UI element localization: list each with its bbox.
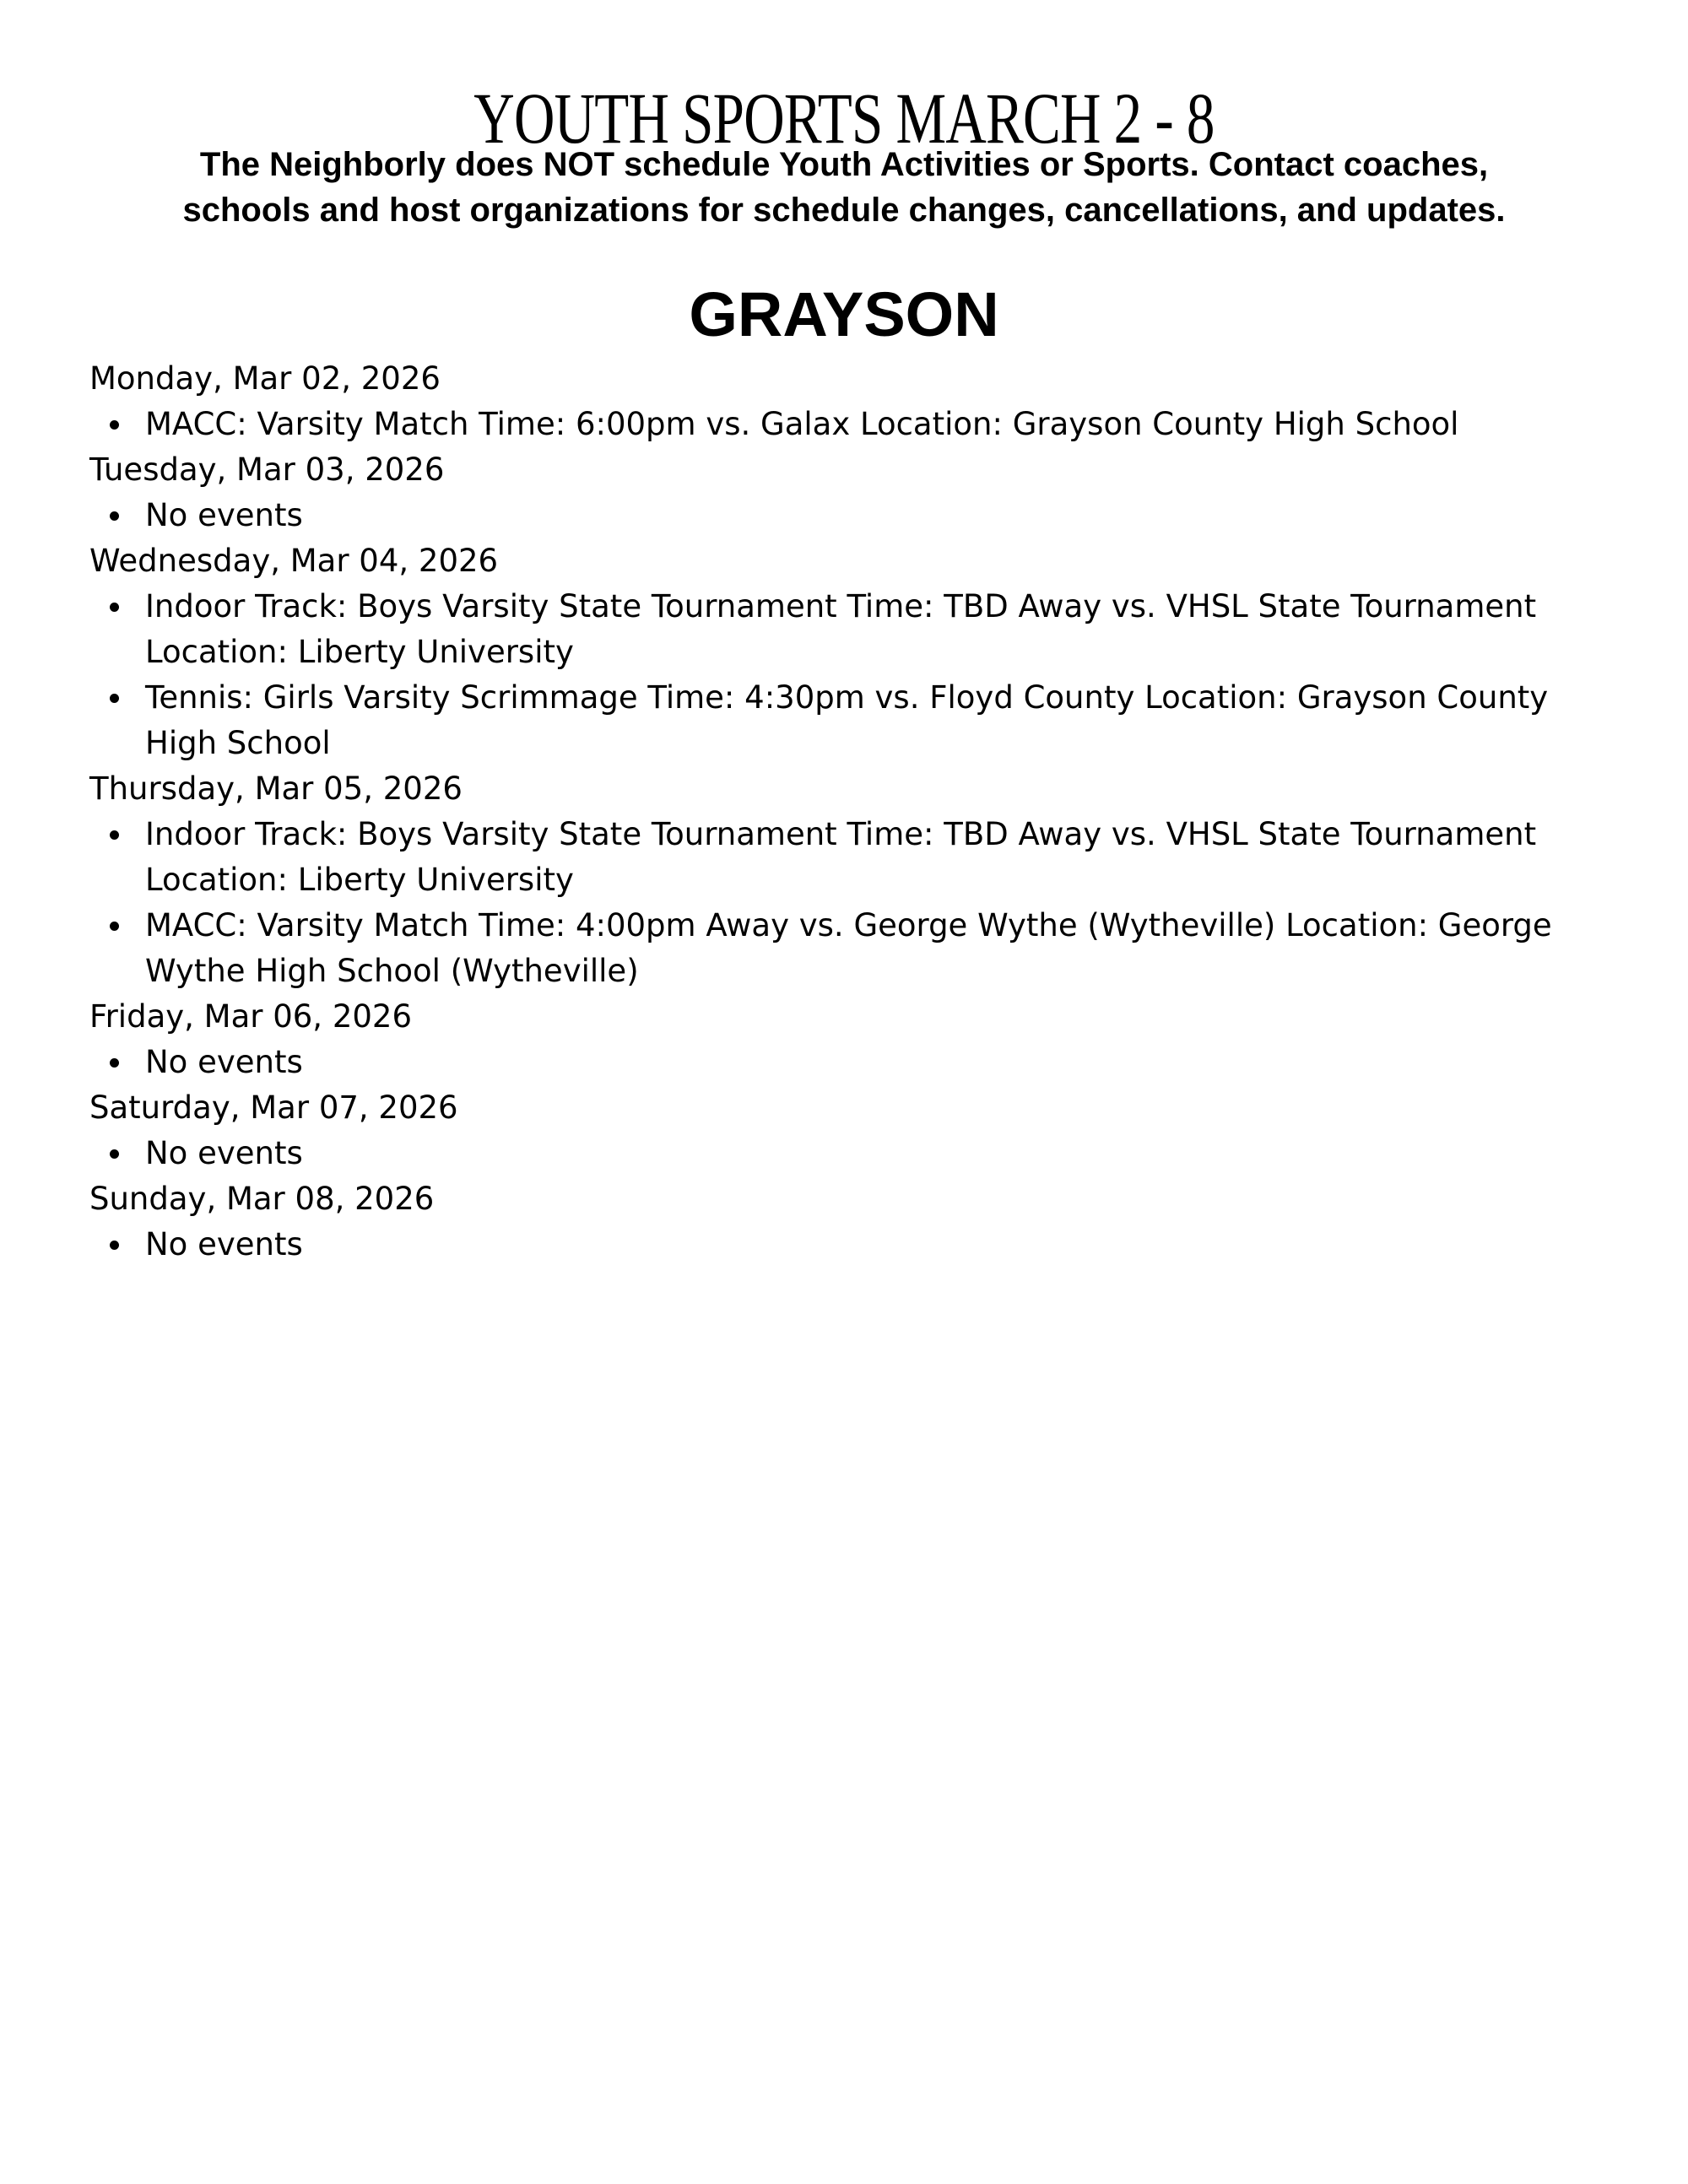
event-item [145, 493, 1592, 538]
event-item [145, 1222, 1592, 1268]
bullet-icon [110, 1058, 119, 1068]
page-title: YOUTH SPORTS MARCH 2 - 8 [473, 78, 1215, 159]
bullet-icon [110, 1149, 119, 1159]
event-list [89, 1222, 1592, 1268]
event-list [89, 1040, 1592, 1085]
event-text: No events [145, 1226, 303, 1262]
day-group [89, 994, 1592, 1085]
day-label: Sunday, Mar 08, 2026 [89, 1181, 435, 1217]
day-group [89, 766, 1592, 994]
bullet-icon [110, 922, 119, 931]
day-group [89, 538, 1592, 766]
day-group [89, 447, 1592, 538]
bullet-icon [110, 603, 119, 612]
event-list [89, 812, 1592, 994]
event-list [89, 1131, 1592, 1176]
notice-line: The Neighborly does NOT schedule Youth Activities or Sports. Contact coaches, [199, 146, 1489, 183]
bullet-icon [110, 420, 119, 430]
event-text: No events [145, 497, 303, 533]
event-item [145, 812, 1592, 903]
day-label: Thursday, Mar 05, 2026 [89, 770, 463, 807]
event-item [145, 402, 1592, 447]
day-label: Saturday, Mar 07, 2026 [89, 1089, 458, 1126]
day-label: Wednesday, Mar 04, 2026 [89, 543, 499, 579]
event-list [89, 584, 1592, 766]
bullet-icon [110, 511, 119, 521]
event-item [145, 1131, 1592, 1176]
event-text: Indoor Track: Boys Varsity State Tournament Time: TBD Away vs. VHSL State Tournament Location: Liberty University [145, 816, 1537, 898]
day-label: Tuesday, Mar 03, 2026 [89, 451, 445, 488]
event-item [145, 1040, 1592, 1085]
section-title: GRAYSON [689, 279, 999, 349]
day-label: Monday, Mar 02, 2026 [89, 360, 441, 397]
event-text: No events [145, 1044, 303, 1080]
day-label: Friday, Mar 06, 2026 [89, 998, 412, 1035]
event-text: No events [145, 1135, 303, 1171]
event-item [145, 903, 1592, 994]
disclaimer-notice [0, 142, 1688, 233]
event-list [89, 493, 1592, 538]
event-text: MACC: Varsity Match Time: 4:00pm Away vs. George Wythe (Wytheville) Location: George Wythe High School (Wytheville) [145, 907, 1552, 989]
event-text: MACC: Varsity Match Time: 6:00pm vs. Galax Location: Grayson County High School [145, 406, 1459, 442]
bullet-icon [110, 1241, 119, 1250]
bullet-icon [110, 830, 119, 840]
day-group [89, 356, 1592, 447]
day-group [89, 1085, 1592, 1176]
bullet-icon [110, 694, 119, 703]
event-text: Indoor Track: Boys Varsity State Tournament Time: TBD Away vs. VHSL State Tournament Location: Liberty University [145, 588, 1537, 670]
event-text: Tennis: Girls Varsity Scrimmage Time: 4:30pm vs. Floyd County Location: Grayson County High School [145, 679, 1549, 761]
event-item [145, 675, 1592, 766]
event-item [145, 584, 1592, 675]
event-list [89, 402, 1592, 447]
notice-line: schools and host organizations for schedule changes, cancellations, and updates. [182, 192, 1506, 229]
day-group [89, 1176, 1592, 1268]
schedule-list [89, 356, 1592, 1268]
